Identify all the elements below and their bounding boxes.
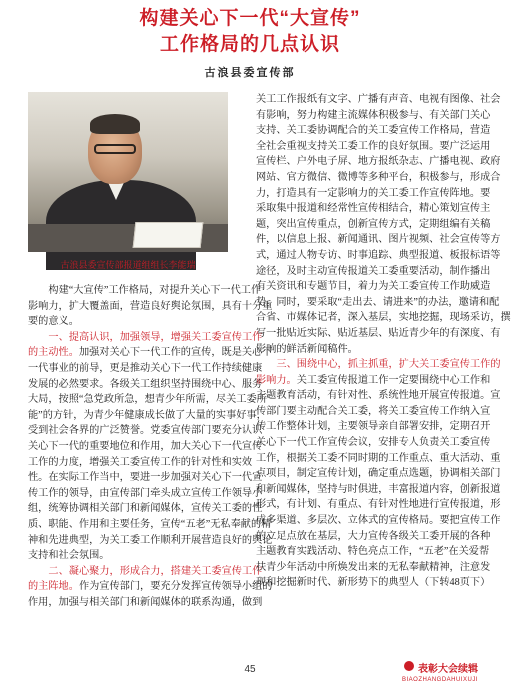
text-line: 三、围绕中心，抓主抓重，扩大关工委宣传工作的 xyxy=(276,359,501,371)
text-line: 发展的必然要求。各级关工组织坚持围绕中心、服务 xyxy=(28,378,263,390)
photo-person-hair xyxy=(90,114,140,134)
text-line: 要的意义。 xyxy=(28,316,79,328)
text-line: 势。同时，要采取“走出去、请进来”的办法，邀请和配 xyxy=(256,296,500,308)
text-line: 关工工作报纸有文字、广播有声音、电视有图像、社会 xyxy=(256,94,501,105)
text-line: 的立足点放在基层，大力宣传各级关工委开展的各种 xyxy=(256,530,491,542)
article-title-line-2: 工作格局的几点认识 xyxy=(159,34,340,55)
paragraph-text: 关工委宣传报道工作一定要围绕中心工作和 xyxy=(296,374,491,386)
text-line: 扶青少年活动中所焕发出来的无私奉献精神，注意发 xyxy=(256,561,491,573)
text-line: 工作的力度，增强关工委宣传工作的针对性和实效 xyxy=(28,456,253,468)
text-line: 大局，按照“急党政所急，想青少年所需，尽关工委所 xyxy=(28,394,267,406)
photo-caption: 古浪县委宣传部报道组组长李能瑞 xyxy=(60,260,196,270)
text-line: 关心下一代工作宣传会议，安排专人负责关工委宣传 xyxy=(256,437,491,449)
text-line: 写一批贴近实际、贴近基层、贴近青少年的有深度、有 xyxy=(256,327,501,339)
left-text-column xyxy=(28,283,273,610)
article-title-line-1: 构建关心下一代“大宣传” xyxy=(139,8,361,29)
photo-name-card xyxy=(133,222,204,248)
text-line: 神和先进典型，为关工委工作顺利开展营造良好的舆论 xyxy=(28,534,273,546)
text-line: 性。在实际工作当中，要进一步加强对关心下一代宣 xyxy=(28,472,263,484)
text-line: 件，以信息上报、新闻通讯、图片视频、社会宣传等方 xyxy=(256,234,501,246)
text-line: 题，突出宣传重点，创新宣传方式，定期组编有关稿 xyxy=(256,218,491,230)
text-line: 影响力，扩大覆盖面，营造良好舆论氛围，具有十分重 xyxy=(28,300,273,312)
text-line: 影响的鲜活新闻稿件。 xyxy=(256,343,358,355)
text-line xyxy=(256,373,491,389)
magazine-title: 表彰大会续辑 xyxy=(418,664,478,675)
text-line: 全社会重视支持关工委工作的良好氛围。要广泛运用 xyxy=(256,140,491,152)
right-text-column xyxy=(256,92,511,591)
text-line: 主题教育实践活动、特色亮点工作，“五老”在关爱帮 xyxy=(256,546,490,558)
text-line: 支持和社会氛围。 xyxy=(28,550,110,562)
text-line: 和新闻媒体，坚持与时俱进，丰富报道内容，创新报道 xyxy=(256,483,501,495)
text-line: 合省、市媒体记者，深入基层，实地挖掘，现场采访，撰 xyxy=(256,312,511,324)
text-line: 质、职能、作用和主要任务，宣传“五老”无私奉献的精 xyxy=(28,518,272,530)
text-line: 式，通过人物专访、时事追踪、典型报道、板报标语等 xyxy=(256,249,501,261)
text-line: 成多渠道、多层次、立体式的宣传格局。要把宣传工作 xyxy=(256,515,501,527)
text-line xyxy=(28,345,273,361)
text-line: 一、提高认识，加强领导，增强关工委宣传工作 xyxy=(48,331,263,343)
photo-glasses xyxy=(94,144,136,154)
text-line: 二、凝心聚力，形成合力，搭建关工委宣传工作 xyxy=(48,565,263,577)
text-line: 关心下一代的重要地位和作用，加大关心下一代宣传 xyxy=(28,440,263,452)
paragraph-text: 作为宣传部门，要充分发挥宣传领导小组的 xyxy=(78,581,273,593)
text-line: 现和挖掘新时代、新形势下的典型人（下转48页下） xyxy=(256,577,491,589)
text-line: 作用，加强与相关部门和新闻媒体的联系沟通，做到 xyxy=(28,596,263,608)
text-line: 传工作整体计划，主要领导亲自部署安排，定期召开 xyxy=(256,421,491,433)
text-line: 网站、官方微信、微博等多种平台，积极参与，形成合 xyxy=(256,171,501,183)
text-line: 受到社会各界的广泛赞誉。党委宣传部门要充分认识 xyxy=(28,425,263,437)
text-line: 有关资讯和专题节目，着力为关工委宣传工作助威造 xyxy=(256,281,491,293)
article-author: 古浪县委宣传部 xyxy=(204,67,296,79)
text-line: 主题教育活动，有针对性、系统性地开展宣传报道。宣 xyxy=(256,390,501,402)
text-line: 一代事业的前导，更是推动关心下一代工作持续健康 xyxy=(28,362,263,374)
text-line: 传部门要主动配合关工委，将关工委宣传工作纳入宣 xyxy=(256,405,491,417)
text-line: 组，统筹协调相关部门和新闻媒体，宣传关工委的性 xyxy=(28,503,263,515)
author-photo xyxy=(28,92,228,252)
paragraph-text: 加强对关心下一代工作的宣传，既是关心下 xyxy=(78,347,273,359)
section-heading-tail: 的主阵地。 xyxy=(28,581,79,593)
section-heading-tail: 的主动性。 xyxy=(28,347,79,359)
text-line: 构建“大宣传”工作格局，对提升关心下一代工作 xyxy=(48,285,262,296)
text-line: 力，打造具有一定影响力的关工委工作宣传阵地。要 xyxy=(256,187,491,199)
text-line: 形式，有计划、有重点、有针对性地进行宣传报道，形 xyxy=(256,499,501,511)
text-line: 有影响，努力构建主流媒体积极参与、有关部门关心 xyxy=(256,109,491,121)
text-line: 途径，及时主动宣传报道关工委重要活动，制作播出 xyxy=(256,265,491,277)
text-line: 传工作的领导，由宣传部门牵头成立宣传工作领导小 xyxy=(28,487,263,499)
text-line: 工作，根据关工委不同时期的工作重点、重大活动、重 xyxy=(256,452,501,464)
text-line: 点项目，制定宣传计划，确定重点选题，协调相关部门 xyxy=(256,468,501,480)
magazine-pinyin: BIAOZHANGDAHUIXUJI xyxy=(401,677,478,683)
section-heading-tail: 影响力。 xyxy=(256,374,297,386)
magazine-name xyxy=(402,664,478,686)
text-line xyxy=(28,579,273,595)
page-number: 45 xyxy=(244,664,256,675)
text-line: 宣传栏、户外电子屏、地方报纸杂志、广播电视、政府 xyxy=(256,156,501,168)
text-line: 采取集中报道和经常性宣传相结合，精心策划宣传主 xyxy=(256,203,491,215)
text-line: 支持、关工委协调配合的关工委宣传工作格局，营造 xyxy=(256,125,491,137)
text-line: 能”的方针，为青少年健康成长做了大量的实事好事， xyxy=(28,409,267,421)
